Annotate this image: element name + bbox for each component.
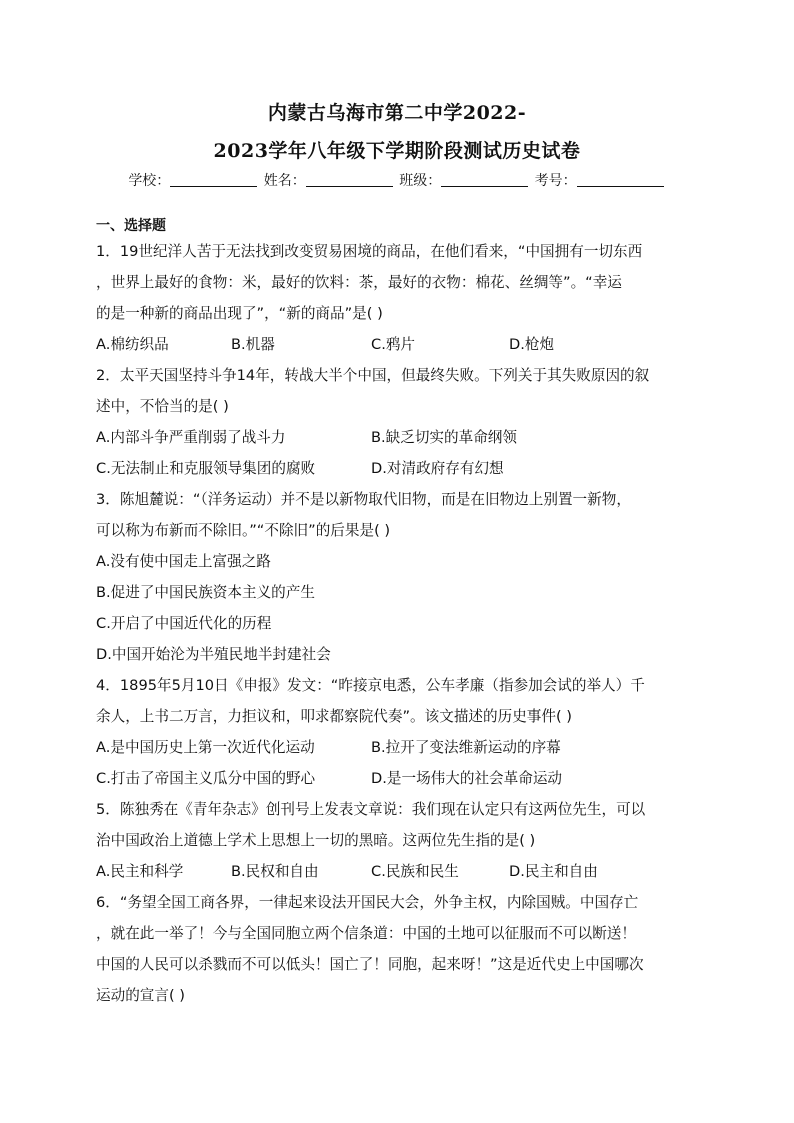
name-label: 姓名： [263,173,306,189]
options-row [96,422,700,453]
option-b[interactable]: B.民权和自由 [231,863,319,880]
option-d[interactable]: D.枪炮 [509,336,555,353]
school-blank[interactable] [170,172,257,187]
options-row [96,763,700,794]
options-row [96,329,700,360]
question-text-line: 6．“务望全国工商各界，一律起来设法开国民大会，外争主权，内除国贼。中国存亡 [96,894,639,911]
class-label: 班级： [399,173,442,189]
question-text-line: 3．陈旭麓说：“（洋务运动）并不是以新物取代旧物，而是在旧物边上别置一新物， [96,491,631,508]
option-c[interactable]: C.无法制止和克服领导集团的腐败 [96,460,316,477]
option-b[interactable]: B.缺乏切实的革命纲领 [371,429,517,446]
option-a[interactable]: A.棉纺织品 [96,336,169,353]
exam-number-label: 考号： [534,173,577,189]
option-b[interactable]: B.促进了中国民族资本主义的产生 [96,584,315,601]
question-list [96,236,700,1011]
option-a[interactable]: A.民主和科学 [96,863,184,880]
option-b[interactable]: B.拉开了变法维新运动的序幕 [371,739,561,756]
question-text-line: 5．陈独秀在《青年杂志》创刊号上发表文章说：我们现在认定只有这两位先生，可以 [96,801,646,818]
option-d[interactable]: D.中国开始沦为半殖民地半封建社会 [96,646,331,663]
exam-number-blank[interactable] [577,172,664,187]
option-c[interactable]: C.开启了中国近代化的历程 [96,615,272,632]
question-text-line: 余人，上书二万言，力拒议和，叩求都察院代奏”。该文描述的历史事件( ) [96,708,572,725]
question-text-line: 4．1895年5月10日《申报》发文：“昨接京电悉，公车孝廉（指参加会试的举人）千 [96,677,645,694]
exam-title-line-1: 内蒙古乌海市第二中学2022- [267,102,527,124]
question-3 [96,484,700,670]
question-text-line: 的是一种新的商品出现了”，“新的商品”是( ) [96,305,383,322]
question-text-line: 可以称为布新而不除旧。”“不除旧”的后果是( ) [96,522,391,539]
option-a[interactable]: A.是中国历史上第一次近代化运动 [96,739,315,756]
question-text-line: ，世界上最好的食物：米，最好的饮料：茶，最好的衣物：棉花、丝绸等”。“幸运 [96,274,622,291]
option-d[interactable]: D.对清政府存有幻想 [371,460,504,477]
question-text-line: 1．19世纪洋人苦于无法找到改变贸易困境的商品，在他们看来，“中国拥有一切东西 [96,243,643,260]
section-title: 一、选择题 [96,218,166,234]
question-6 [96,887,700,1011]
question-text-line: 2．太平天国坚持斗争14年，转战大半个中国，但最终失败。下列关于其失败原因的叙 [96,367,650,384]
options-row [96,453,700,484]
options-row [96,856,700,887]
options-row [96,732,700,763]
school-label: 学校： [128,173,171,189]
option-b[interactable]: B.机器 [231,336,275,353]
student-info-row [0,170,794,190]
class-blank[interactable] [441,172,528,187]
exam-title-line-2: 2023学年八年级下学期阶段测试历史试卷 [213,140,581,162]
question-5 [96,794,700,887]
question-text-line: 中国的人民可以杀戮而不可以低头！国亡了！同胞，起来呀！”这是近代史上中国哪次 [96,956,644,973]
question-text-line: 运动的宣言( ) [96,987,185,1004]
option-c[interactable]: C.民族和民生 [371,863,459,880]
option-d[interactable]: D.是一场伟大的社会革命运动 [371,770,563,787]
question-text-line: 述中，不恰当的是( ) [96,398,229,415]
question-4 [96,670,700,794]
question-2 [96,360,700,484]
option-a[interactable]: A.没有使中国走上富强之路 [96,553,271,570]
option-c[interactable]: C.打击了帝国主义瓜分中国的野心 [96,770,316,787]
option-c[interactable]: C.鸦片 [371,336,416,353]
name-blank[interactable] [306,172,393,187]
question-text-line: 治中国政治上道德上学术上思想上一切的黑暗。这两位先生指的是( ) [96,832,536,849]
option-a[interactable]: A.内部斗争严重削弱了战斗力 [96,429,286,446]
question-text-line: ，就在此一举了！今与全国同胞立两个信条道：中国的土地可以征服而不可以断送！ [96,925,636,942]
option-d[interactable]: D.民主和自由 [509,863,598,880]
question-1 [96,236,700,360]
